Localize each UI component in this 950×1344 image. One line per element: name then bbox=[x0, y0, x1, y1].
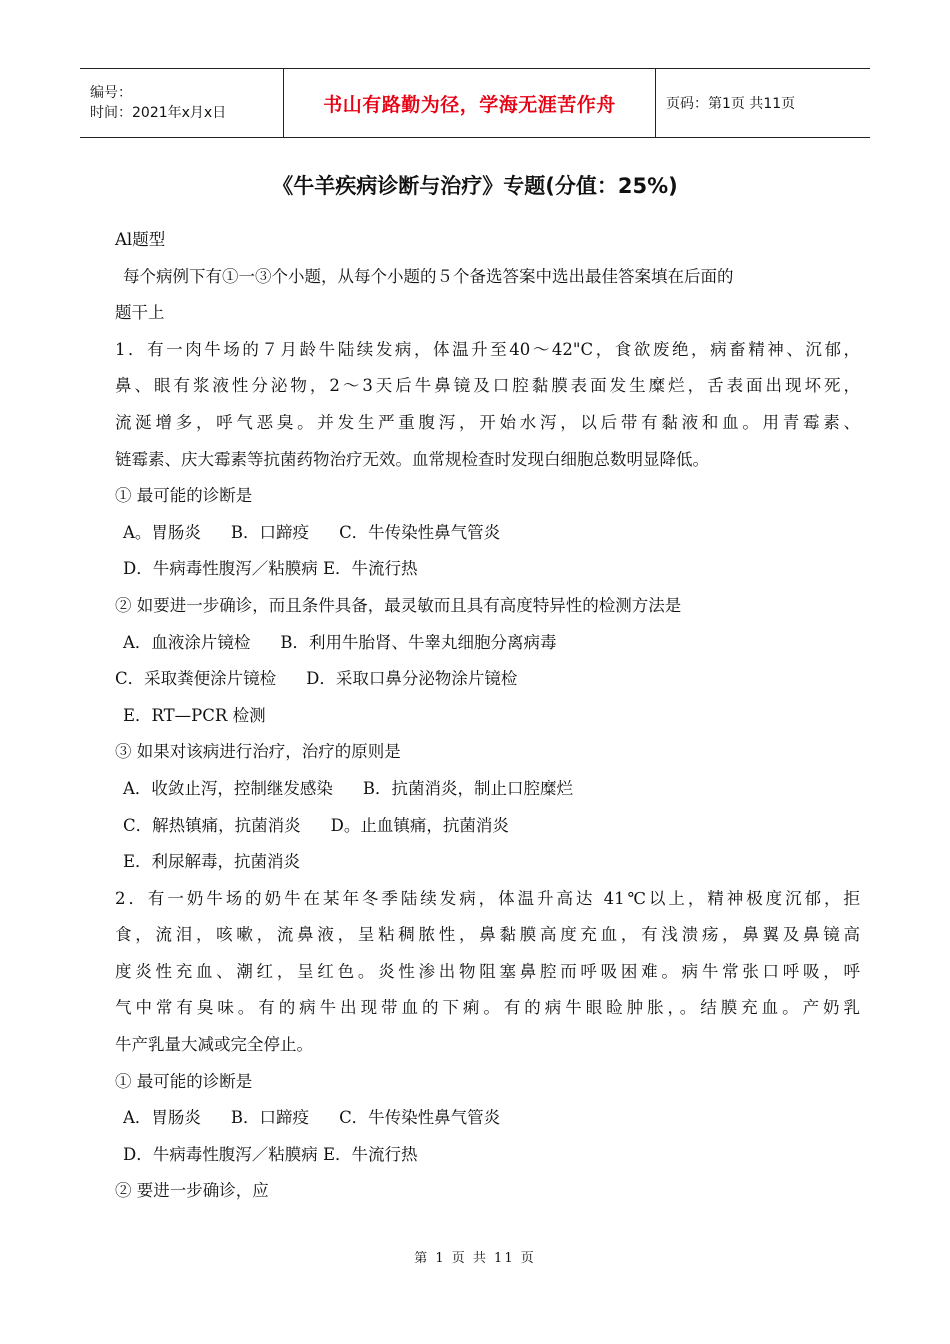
q1-sub3-option-e: E．利尿解毒，抗菌消炎 bbox=[123, 852, 301, 872]
q1-sub2-option-a: A．血液涂片镜检 bbox=[123, 632, 251, 652]
q2-sub1-option-de: D．牛病毒性腹泻／粘膜病 E．牛流行热 bbox=[123, 1144, 418, 1164]
q2-sub1-options-row1 bbox=[115, 1100, 860, 1137]
header-left-cell bbox=[80, 69, 283, 137]
q1-sub3-option-d: D。止血镇痛，抗菌消炎 bbox=[330, 815, 509, 835]
q2-stem-line-5: 牛产乳量大减或完全停止。 bbox=[115, 1035, 313, 1055]
q2-stem-line-4: 气中常有臭味。有的病牛出现带血的下痢。有的病牛眼睑肿胀，。结膜充血。产奶乳 bbox=[115, 998, 860, 1018]
page-footer: 第 1 页 共 11 页 bbox=[414, 1251, 536, 1266]
header-right-cell bbox=[656, 69, 870, 137]
q1-sub1-option-a: A。胃肠炎 bbox=[123, 522, 201, 542]
q1-sub3-options-row1 bbox=[115, 771, 860, 808]
q1-sub1-option-c: C．牛传染性鼻气管炎 bbox=[339, 522, 501, 542]
q1-sub1-options-row1 bbox=[115, 515, 860, 552]
q1-sub1-option-de: D．牛病毒性腹泻／粘膜病 E．牛流行热 bbox=[123, 559, 418, 579]
document-body bbox=[115, 222, 860, 1210]
q1-sub1-question: ① 最可能的诊断是 bbox=[115, 486, 253, 506]
q1-stem-line-3: 流涎增多，呼气恶臭。并发生严重腹泻，开始水泻，以后带有黏液和血。用青霉素、 bbox=[115, 412, 860, 432]
q2-sub1-question: ① 最可能的诊断是 bbox=[115, 1071, 253, 1091]
q1-sub2-option-c: C．采取粪便涂片镜检 bbox=[115, 669, 277, 689]
q1-sub3-options-row2 bbox=[115, 808, 860, 845]
q1-sub2-option-e: E．RT—PCR 检测 bbox=[123, 705, 266, 725]
q1-sub3-option-a: A．收敛止泻，控制继发感染 bbox=[123, 778, 333, 798]
q1-sub2-option-b: B．利用牛胎肾、牛睾丸细胞分离病毒 bbox=[280, 632, 557, 652]
q1-sub1-option-b: B．口蹄疫 bbox=[230, 522, 310, 542]
q1-sub3-question: ③ 如果对该病进行治疗，治疗的原则是 bbox=[115, 742, 401, 762]
motto: 书山有路勤为径，学海无涯苦作舟 bbox=[323, 93, 616, 116]
q2-sub1-option-a: A．胃肠炎 bbox=[123, 1108, 201, 1128]
q1-stem-line-1: 1．有一肉牛场的７月龄牛陆续发病，体温升至40～42"C，食欲废绝，病畜精神、沉郁， bbox=[115, 339, 860, 359]
q1-sub2-options-row1 bbox=[115, 625, 860, 662]
q1-sub2-options-row2 bbox=[115, 661, 860, 698]
q1-stem-line-4: 链霉素、庆大霉素等抗菌药物治疗无效。血常规检查时发现白细胞总数明显降低。 bbox=[115, 449, 709, 469]
q2-stem-line-3: 度炎性充血、潮红，呈红色。炎性渗出物阻塞鼻腔而呼吸困难。病牛常张口呼吸，呼 bbox=[115, 961, 860, 981]
q2-sub1-option-b: B．口蹄疫 bbox=[230, 1108, 310, 1128]
number-label: 编号： bbox=[90, 85, 132, 101]
section-type: Al题型 bbox=[115, 230, 166, 249]
instruction-line-2: 题干上 bbox=[115, 303, 165, 323]
q1-sub3-option-b: B．抗菌消炎，制止口腔糜烂 bbox=[362, 778, 574, 798]
q2-stem-line-1: 2．有一奶牛场的奶牛在某年冬季陆续发病，体温升高达 41℃以上，精神极度沉郁，拒 bbox=[115, 888, 860, 908]
q2-sub1-option-c: C．牛传染性鼻气管炎 bbox=[339, 1108, 501, 1128]
instruction-line-1: 每个病例下有①一③个小题，从每个小题的５个备选答案中选出最佳答案填在后面的 bbox=[123, 266, 734, 286]
header-middle-cell bbox=[283, 69, 656, 137]
q1-sub2-question: ② 如要进一步确诊，而且条件具备，最灵敏而且具有高度特异性的检测方法是 bbox=[115, 595, 682, 615]
q1-sub2-option-d: D．采取口鼻分泌物涂片镜检 bbox=[306, 669, 518, 689]
q2-stem-line-2: 食，流泪，咳嗽，流鼻液，呈粘稠脓性，鼻黏膜高度充血，有浅溃疡，鼻翼及鼻镜高 bbox=[115, 925, 860, 945]
q2-sub2-question: ② 要进一步确诊，应 bbox=[115, 1181, 269, 1201]
date-label: 时间：2021年x月x日 bbox=[90, 105, 227, 121]
page-title: 《牛羊疾病诊断与治疗》专题(分值：25%) bbox=[272, 174, 678, 198]
q1-stem-line-2: 鼻、眼有浆液性分泌物，2～3天后牛鼻镜及口腔黏膜表面发生糜烂，舌表面出现坏死， bbox=[115, 376, 860, 396]
page-info: 页码：第1页 共11页 bbox=[666, 96, 796, 112]
header-table bbox=[80, 68, 870, 138]
q1-sub3-option-c: C．解热镇痛，抗菌消炎 bbox=[123, 815, 301, 835]
